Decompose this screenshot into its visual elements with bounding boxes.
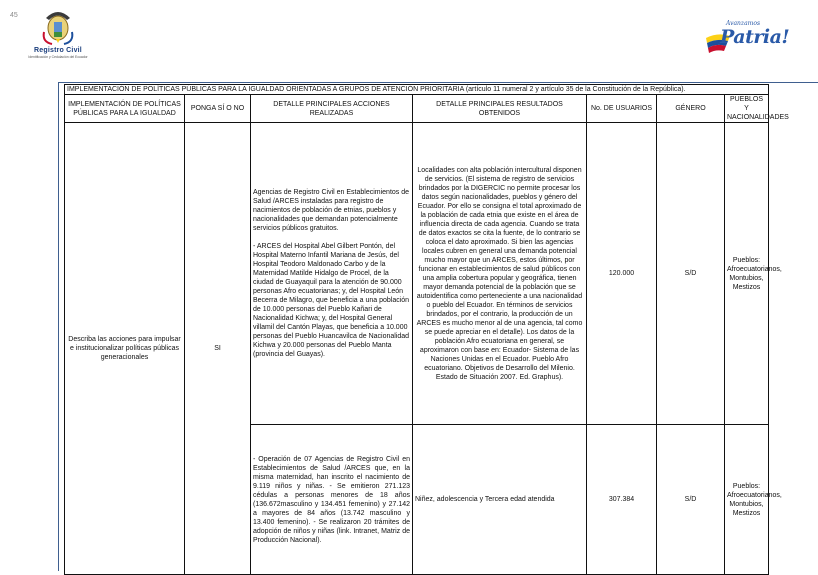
cell-acciones <box>251 123 413 425</box>
registro-civil-logo <box>26 6 90 76</box>
cell-pueblos: Pueblos: Afroecuatorianos, Montubios, Mestizos <box>725 425 769 575</box>
logo-subtitle: Identificación y Cedulación del Ecuador <box>28 55 88 59</box>
header-pueblos: PUEBLOS Y NACIONALIDADES <box>725 95 769 123</box>
header-genero: GÉNERO <box>657 95 725 123</box>
cell-usuarios: 307.384 <box>587 425 657 575</box>
cell-implementacion: Describa las acciones para impulsar e institucionalizar políticas públicas generacionales <box>65 123 185 575</box>
cell-resultados: Localidades con alta población intercultural disponen de servicios. (El sistema de registro de servicios brindados por la DIGERCIC no permite procesar los datos según nacionalidades, pueblos y género del Ecuador. Por ello se consigna el total aproximado de la población de cada etnia que existe en el área de influencia directa de cada agencia. Cuando se trata de datos exactos se cita la fuente, de lo contrario se coloca el dato aproximado. Si bien las agencias locales cubren en general una demanda potencial mucho mayor que un ARCES, estos últimos, por funcionar en establecimientos de salud públicos con una amplia cobertura popular y geográfica, tienen mayor demanda potencial de la población que se autoidentifica como perteneciente a una nacionalidad o pueblo del Ecuador. En términos de servicios brindados, por el contrario, la producción de un ARCES es mucho menor al de una agencia, tal como se puede apreciar en el detalle). Los datos de la población Afro ecuatoriana en general, se aproximaron con base en: Ecuador- Sistema de las Naciones Unidas en el Ecuador. Pueblo Afro ecuatoriano. Objetivos de Desarrollo del Milenio. Estado de Situación 2007. Ed. Graphus). <box>413 123 587 425</box>
acciones-paragraph-1: Agencias de Registro Civil en Establecimientos de Salud /ARCES instaladas para registro de nacimientos de población de etnias, pueblos y nacionalidades que demandan potencialmente servicios públicos gratuitos. <box>253 189 410 232</box>
patria-logo <box>704 18 790 62</box>
table-caption: IMPLEMENTACIÓN DE POLÍTICAS PÚBLICAS PARA LA IGUALDAD ORIENTADAS A GRUPOS DE ATENCIÓN PRIORITARIA (artículo 11 numeral 2 y artículo 35 de la Constitución de la República). <box>65 85 769 95</box>
cell-usuarios: 120.000 <box>587 123 657 425</box>
policies-table <box>64 84 789 575</box>
header-ponga: PONGA SÍ O NO <box>185 95 251 123</box>
header-implementacion: IMPLEMENTACIÓN DE POLÍTICAS PÚBLICAS PARA LA IGUALDAD <box>65 95 185 123</box>
acciones-paragraph-2: - ARCES del Hospital Abel Gilbert Pontón, del Hospital Materno Infantil Mariana de Jesús, del Hospital Teodoro Maldonado Carbo y de la Maternidad Matilde Hidalgo de Procel, de la ciudad de Guayaquil para la atención de 90.000 personas Afro ecuatorianas; y, del Hospital León Becerra de Milagro, que beneficia a una población de 10.000 personas del Pueblo Kañari de Nacionalidad Kichwa; y, del Hospital General villamil del Cantón Playas, que beneficia a 10.000 personas del Pueblo Huancavilca de Nacionalidad Kichwa y 20.000 personas del Pueblo Manta (provincia del Guayas). <box>253 243 410 358</box>
header-usuarios: No. DE USUARIOS <box>587 95 657 123</box>
cell-pueblos: Pueblos: Afroecuatorianos, Montubios, Mestizos <box>725 123 769 425</box>
logo-title: Registro Civil <box>34 47 82 54</box>
table-caption-row <box>65 85 769 95</box>
patria-big-text: Patria! <box>720 26 790 48</box>
cell-genero: S/D <box>657 425 725 575</box>
table-header-row <box>65 95 769 123</box>
page-number: 45 <box>10 12 18 19</box>
table-row <box>65 123 769 425</box>
header-acciones: DETALLE PRINCIPALES ACCIONES REALIZADAS <box>251 95 413 123</box>
cell-resultados: Niñez, adolescencia y Tercera edad atendida <box>413 425 587 575</box>
patria-small-text: Avanzamos <box>726 20 761 27</box>
cell-acciones: - Operación de 07 Agencias de Registro Civil en Establecimientos de Salud /ARCES que, en la misma maternidad, han inscrito el nacimiento de 9.119 niños y niñas. - Se emitieron 271.123 cédulas a personas menores de 18 años (136.672masculino y 134.451 femenino) y 27.142 a mayores de 84 años (13.742 masculino y 13.400 femenino). - Se realizaron 20 trámites de adopción de niños y niñas (link. Intranet, Matriz de Producción Nacional). <box>251 425 413 575</box>
cell-genero: S/D <box>657 123 725 425</box>
national-seal-icon <box>40 6 76 46</box>
cell-ponga: SI <box>185 123 251 575</box>
header-resultados: DETALLE PRINCIPALES RESULTADOS OBTENIDOS <box>413 95 587 123</box>
